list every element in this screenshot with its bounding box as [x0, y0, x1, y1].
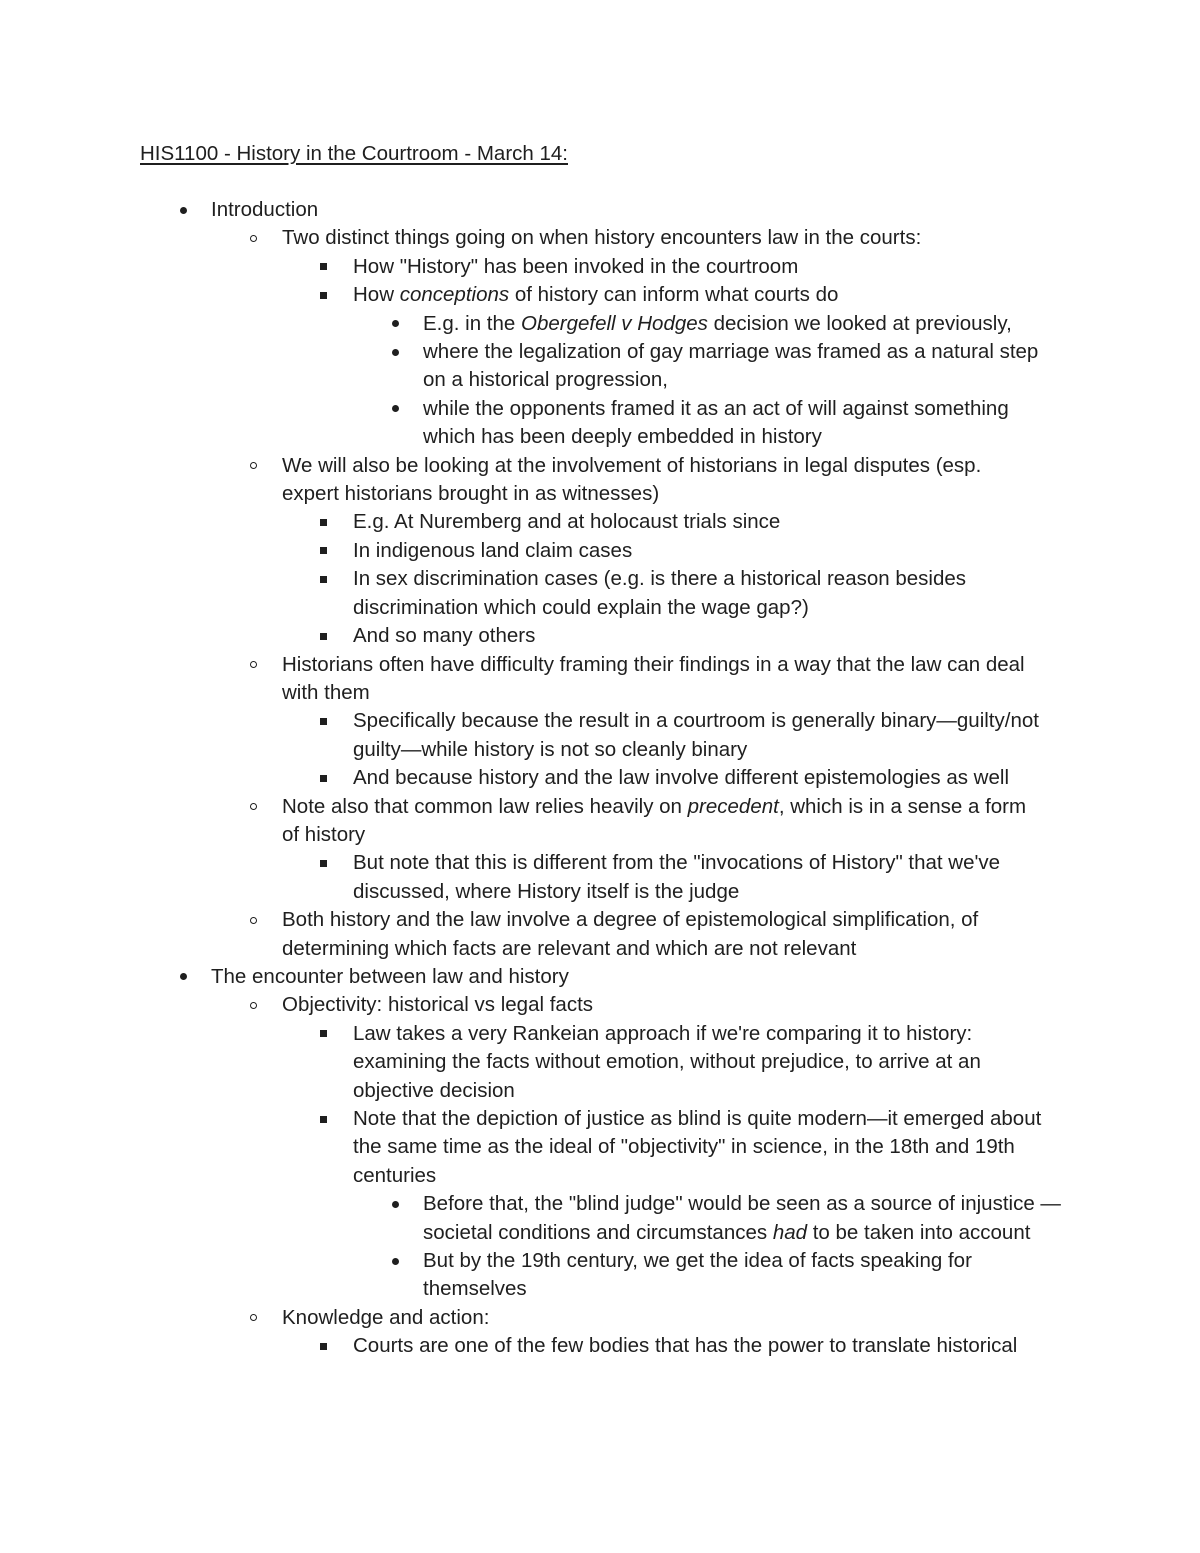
text-run: How — [353, 283, 400, 307]
outline-item-text — [353, 255, 798, 278]
text-run: In indigenous land claim cases — [353, 538, 633, 562]
text-run: Law takes a very Rankeian approach if we're comparing it to history: examining the facts without emotion, without prejudice, to arrive at an objective decision — [353, 1021, 981, 1102]
outline-item-text — [353, 510, 780, 533]
outline-item-level-1 — [0, 224, 1042, 252]
bullet-square-icon — [316, 707, 330, 735]
text-run: Specifically because the result in a courtroom is generally binary—guilty/not guilty—while history is not so cleanly binary — [353, 709, 1039, 761]
bullet-square-icon — [316, 281, 330, 309]
text-run: Knowledge and action: — [282, 1305, 490, 1329]
outline-item-text — [282, 1306, 489, 1329]
italic-text: precedent — [687, 794, 779, 818]
outline-item-level-2 — [0, 253, 1043, 281]
bullet-circle-icon — [246, 452, 260, 480]
outline-item-level-2 — [0, 508, 1043, 536]
text-run: Note also that common law relies heavily on — [282, 794, 688, 818]
bullet-square-icon — [316, 764, 330, 792]
text-run: We will also be looking at the involvement of historians in legal disputes (esp. expert historians brought in as witnesses) — [282, 453, 982, 506]
outline-item-level-2 — [0, 565, 1043, 622]
bullet-square-icon — [316, 1332, 330, 1360]
bullet-dot-icon — [388, 310, 402, 338]
outline-item-level-1 — [0, 452, 1042, 509]
bullet-square-icon — [316, 622, 330, 650]
document-title: HIS1100 - History in the Courtroom - March 14: — [140, 142, 568, 165]
text-run: E.g. in the — [423, 311, 522, 335]
notes-outline — [0, 196, 1200, 1361]
outline-item-text — [353, 1022, 981, 1102]
bullet-circle-icon — [246, 906, 260, 934]
text-run: Introduction — [211, 198, 319, 221]
text-run: to be taken into account — [807, 1220, 1031, 1244]
text-run: Historians often have difficulty framing their findings in a way that the law can deal with them — [282, 652, 1025, 704]
bullet-circle-icon — [246, 991, 260, 1019]
outline-item-text — [353, 567, 966, 618]
outline-item-level-3 — [0, 1247, 1063, 1304]
outline-item-level-2 — [0, 849, 1043, 906]
outline-item-text — [353, 851, 1000, 902]
text-run: How "History" has been invoked in the courtroom — [353, 254, 799, 278]
outline-item-level-2 — [0, 281, 1043, 309]
text-run: But by the 19th century, we get the idea of facts speaking for themselves — [423, 1249, 972, 1301]
outline-item-text — [423, 397, 1009, 448]
bullet-square-icon — [316, 1020, 330, 1048]
outline-item-text — [423, 312, 1012, 335]
outline-item-text — [423, 340, 1038, 391]
outline-item-text — [353, 1107, 1041, 1187]
text-run: Note that the depiction of justice as blind is quite modern—it emerged about the same time as the ideal of "objectivity" in science, in the 18th and 19th centuries — [353, 1107, 1042, 1187]
bullet-dot-icon — [388, 1247, 402, 1275]
text-run: Courts are one of the few bodies that has the power to translate historical — [353, 1334, 1018, 1358]
outline-item-level-3 — [0, 1190, 1063, 1247]
bullet-square-icon — [316, 253, 330, 281]
outline-item-level-2 — [0, 1020, 1043, 1105]
outline-item-level-1 — [0, 1304, 1042, 1332]
outline-item-level-0 — [0, 196, 1041, 224]
bullet-square-icon — [316, 537, 330, 565]
outline-item-level-1 — [0, 906, 1042, 963]
outline-item-level-2 — [0, 622, 1043, 650]
outline-item-text — [282, 653, 1025, 704]
text-run: In sex discrimination cases (e.g. is there a historical reason besides discrimination which could explain the wage gap?) — [353, 567, 967, 619]
outline-item-level-2 — [0, 1105, 1043, 1190]
bullet-square-icon — [316, 565, 330, 593]
bullet-dot-icon — [388, 338, 402, 366]
outline-item-text — [423, 1192, 1061, 1243]
text-run: while the opponents framed it as an act of will against something which has been deeply embedded in history — [423, 396, 1009, 449]
outline-item-text — [353, 709, 1039, 760]
bullet-circle-icon — [246, 651, 260, 679]
bullet-dot-icon — [176, 963, 190, 991]
text-run: The encounter between law and history — [211, 964, 569, 988]
bullet-square-icon — [316, 849, 330, 877]
outline-item-text — [353, 766, 1009, 789]
outline-item-text — [353, 1334, 1017, 1357]
outline-item-text — [282, 993, 593, 1016]
outline-item-text — [423, 1249, 972, 1300]
text-run: where the legalization of gay marriage was framed as a natural step on a historical progression, — [423, 340, 1039, 392]
outline-item-level-2 — [0, 764, 1043, 792]
bullet-dot-icon — [176, 196, 190, 224]
outline-item-level-3 — [0, 310, 1063, 338]
bullet-circle-icon — [246, 793, 260, 821]
outline-item-level-2 — [0, 537, 1043, 565]
italic-text: had — [772, 1220, 808, 1244]
outline-item-level-2 — [0, 1332, 1043, 1360]
bullet-dot-icon — [388, 1190, 402, 1218]
outline-item-level-1 — [0, 793, 1042, 850]
text-run: of history can inform what courts do — [509, 283, 839, 307]
outline-item-text — [282, 908, 978, 959]
italic-text: Obergefell v Hodges — [521, 311, 708, 335]
italic-text: conceptions — [399, 283, 510, 307]
outline-item-text — [211, 198, 318, 221]
bullet-square-icon — [316, 1105, 330, 1133]
text-run: E.g. At Nuremberg and at holocaust trials since — [353, 510, 781, 534]
outline-item-level-3 — [0, 338, 1063, 395]
text-run: Before that, the "blind judge" would be seen as a source of injustice — societal conditions and circumstances — [423, 1192, 1061, 1244]
bullet-square-icon — [316, 508, 330, 536]
outline-item-text — [282, 226, 921, 249]
text-run: But note that this is different from the "invocations of History" that we've discussed, where History itself is the judge — [353, 851, 1001, 903]
outline-item-text — [353, 539, 632, 562]
text-run: And so many others — [353, 624, 536, 648]
outline-item-text — [353, 624, 535, 647]
outline-item-level-2 — [0, 707, 1043, 764]
outline-item-text — [211, 965, 569, 988]
outline-item-level-1 — [0, 991, 1042, 1019]
text-run: decision we looked at previously, — [707, 311, 1012, 335]
outline-item-text — [353, 283, 838, 306]
outline-item-text — [282, 795, 1026, 846]
outline-item-text — [282, 454, 981, 505]
bullet-dot-icon — [388, 395, 402, 423]
text-run: Objectivity: historical vs legal facts — [282, 993, 594, 1017]
text-run: Both history and the law involve a degree of epistemological simplification, of determining which facts are relevant and which are not relevant — [282, 908, 979, 960]
outline-item-level-3 — [0, 395, 1063, 452]
bullet-circle-icon — [246, 224, 260, 252]
outline-item-level-0 — [0, 963, 1041, 991]
text-run: And because history and the law involve different epistemologies as well — [353, 766, 1009, 790]
bullet-circle-icon — [246, 1304, 260, 1332]
text-run: , which is in a sense a form of history — [282, 794, 1027, 846]
outline-item-level-1 — [0, 651, 1042, 708]
text-run: Two distinct things going on when history encounters law in the courts: — [282, 226, 922, 250]
